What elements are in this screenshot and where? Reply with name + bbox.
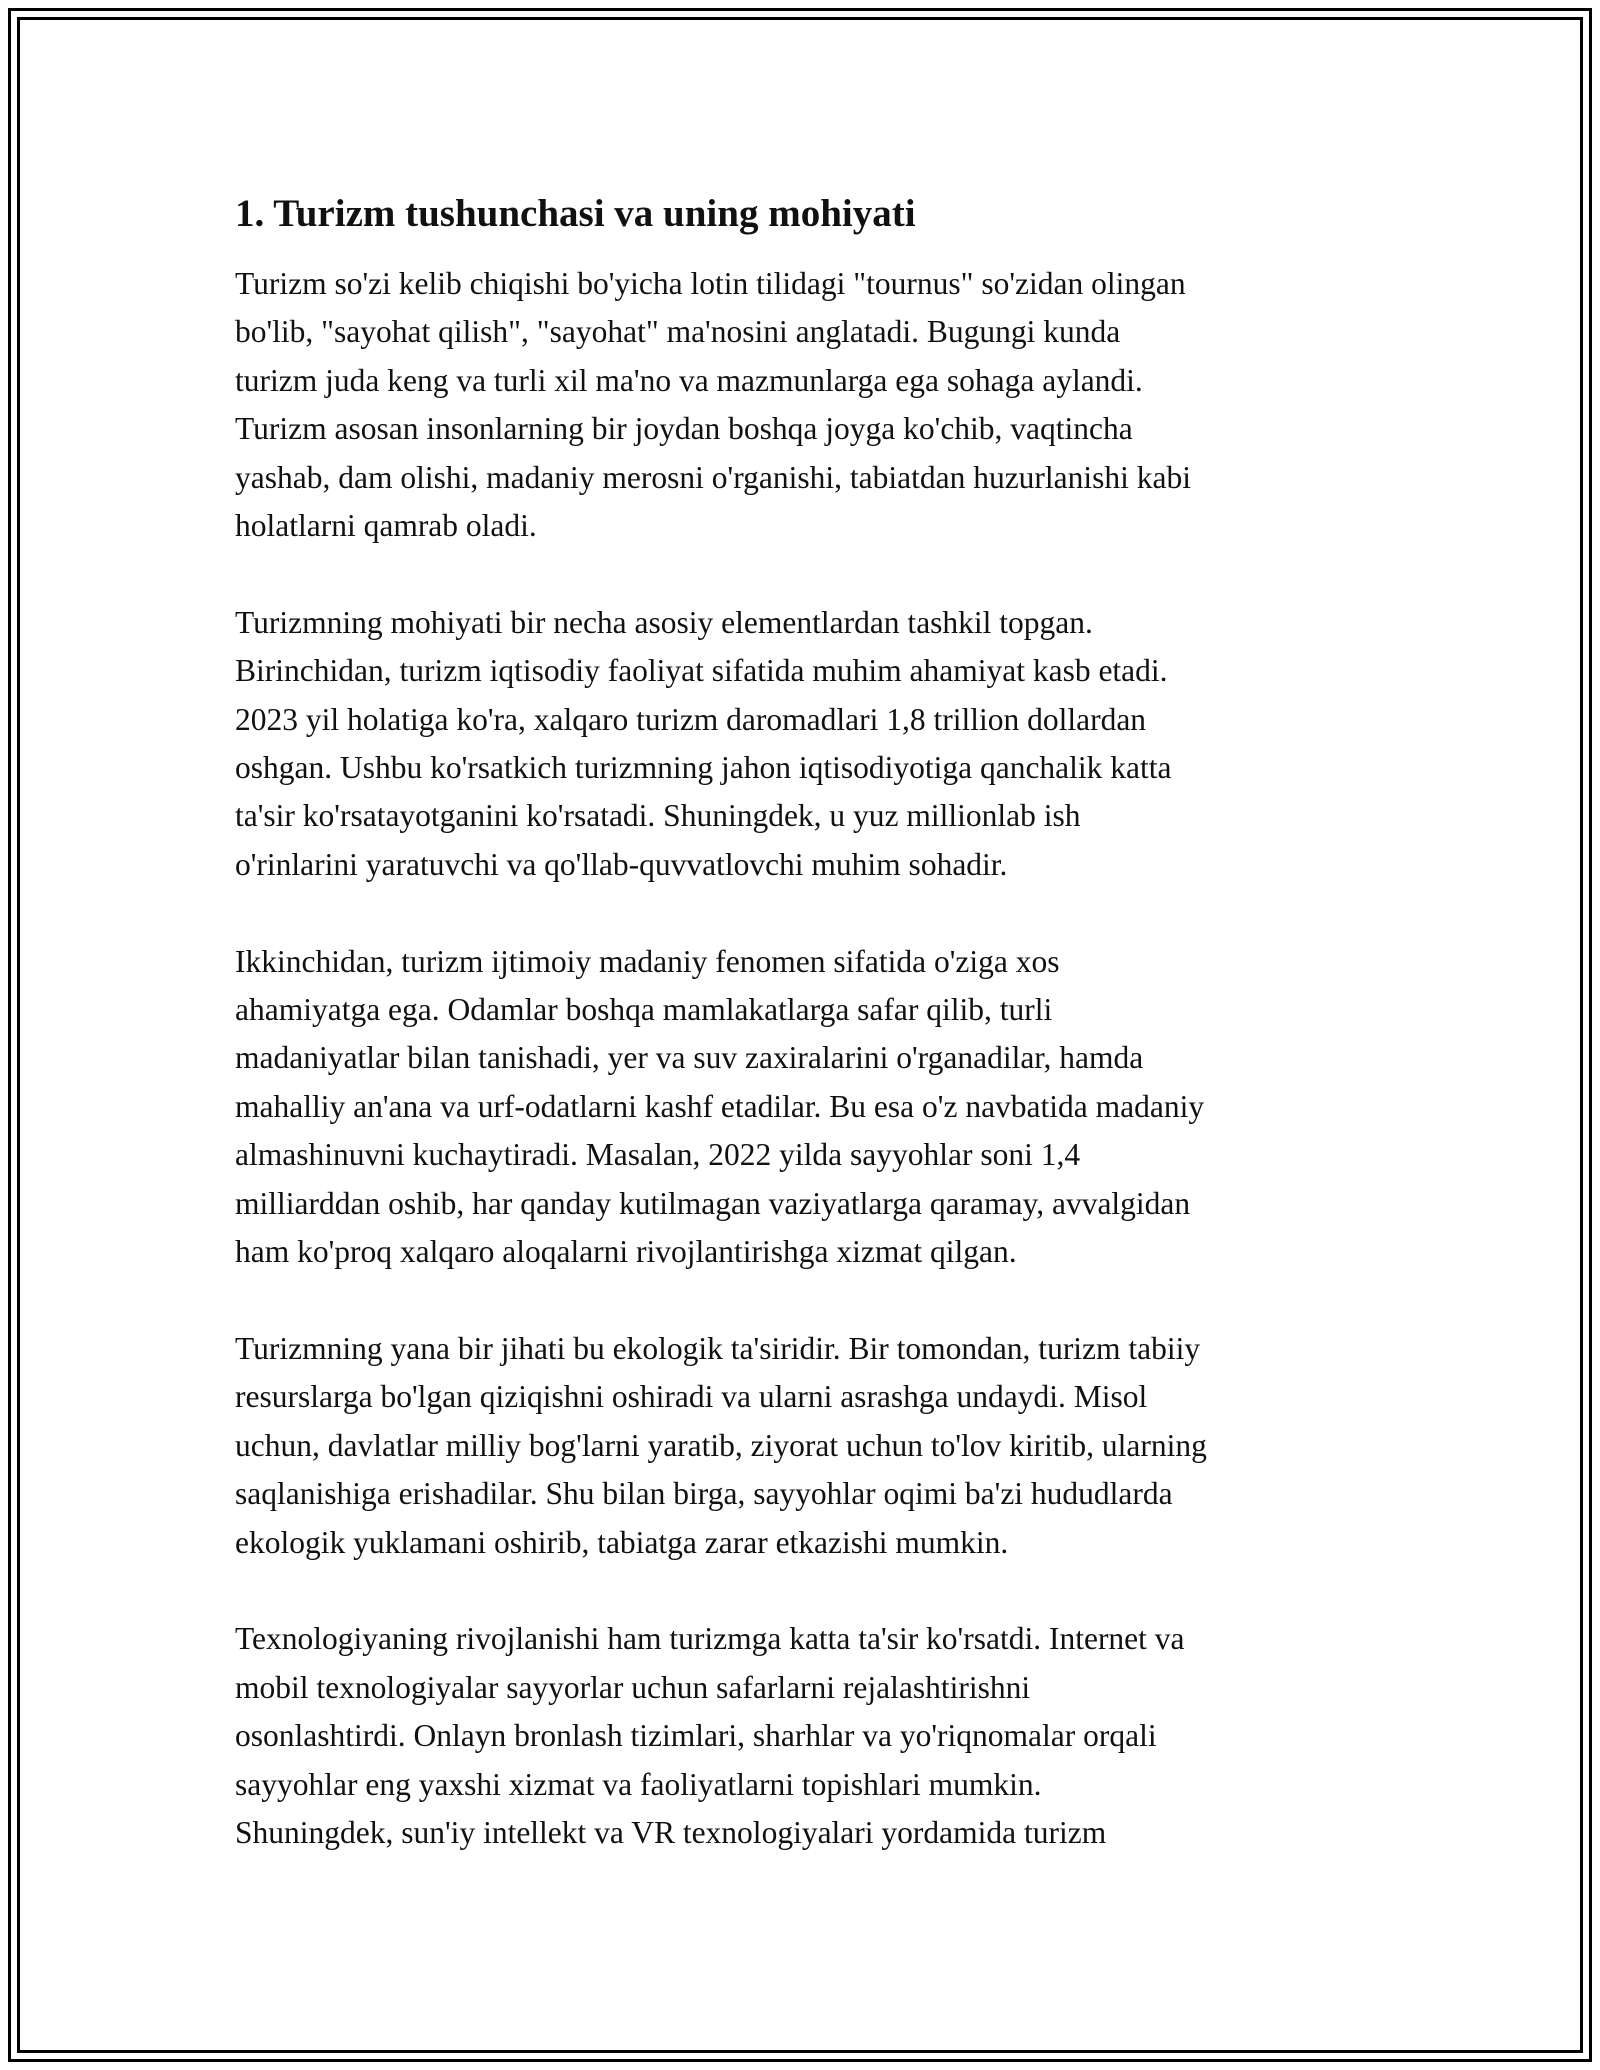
document-body bbox=[235, 186, 1395, 1906]
paragraph-5 bbox=[235, 1615, 1395, 1857]
text-line: resurslarga bo'lgan qiziqishni oshiradi va ularni asrashga undaydi. Misol bbox=[235, 1379, 1148, 1415]
text-line: saqlanishiga erishadilar. Shu bilan birga, sayyohlar oqimi ba'zi hududlarda bbox=[235, 1476, 1173, 1512]
text-line: sayyohlar eng yaxshi xizmat va faoliyatlarni topishlari mumkin. bbox=[235, 1766, 1042, 1802]
text-line: Turizmning yana bir jihati bu ekologik ta'siridir. Bir tomondan, turizm tabiiy bbox=[235, 1330, 1201, 1366]
text-line: holatlarni qamrab oladi. bbox=[235, 508, 537, 544]
text-line: osonlashtirdi. Onlayn bronlash tizimlari, sharhlar va yo'riqnomalar orqali bbox=[235, 1718, 1157, 1754]
text-line: o'rinlarini yaratuvchi va qo'llab-quvvatlovchi muhim sohadir. bbox=[235, 846, 1008, 882]
text-line: mahalliy an'ana va urf-odatlarni kashf etadilar. Bu esa o'z navbatida madaniy bbox=[235, 1088, 1205, 1124]
text-line: ham ko'proq xalqaro aloqalarni rivojlantirishga xizmat qilgan. bbox=[235, 1234, 1017, 1270]
text-line: mobil texnologiyalar sayyorlar uchun safarlarni rejalashtirishni bbox=[235, 1669, 1031, 1705]
paragraph-4 bbox=[235, 1325, 1395, 1567]
text-line: Turizm asosan insonlarning bir joydan boshqa joyga ko'chib, vaqtincha bbox=[235, 411, 1133, 447]
text-line: milliarddan oshib, har qanday kutilmagan vaziyatlarga qaramay, avvalgidan bbox=[235, 1185, 1191, 1221]
text-line: madaniyatlar bilan tanishadi, yer va suv zaxiralarini o'rganadilar, hamda bbox=[235, 1040, 1144, 1076]
text-line: ekologik yuklamani oshirib, tabiatga zarar etkazishi mumkin. bbox=[235, 1524, 1009, 1560]
text-line: ahamiyatga ega. Odamlar boshqa mamlakatlarga safar qilib, turli bbox=[235, 992, 1053, 1028]
section-heading: 1. Turizm tushunchasi va uning mohiyati bbox=[235, 192, 916, 235]
text-line: yashab, dam olishi, madaniy merosni o'rganishi, tabiatdan huzurlanishi kabi bbox=[235, 459, 1192, 495]
text-line: Birinchidan, turizm iqtisodiy faoliyat sifatida muhim ahamiyat kasb etadi. bbox=[235, 653, 1168, 689]
text-line: Texnologiyaning rivojlanishi ham turizmga katta ta'sir ko'rsatdi. Internet va bbox=[235, 1621, 1185, 1657]
paragraph-2 bbox=[235, 599, 1395, 889]
text-line: Turizmning mohiyati bir necha asosiy elementlardan tashkil topgan. bbox=[235, 604, 1093, 640]
paragraph-1 bbox=[235, 260, 1395, 550]
text-line: almashinuvni kuchaytiradi. Masalan, 2022 yilda sayyohlar soni 1,4 bbox=[235, 1137, 1081, 1173]
text-line: Turizm so'zi kelib chiqishi bo'yicha lotin tilidagi "tournus" so'zidan olingan bbox=[235, 266, 1186, 301]
text-line: bo'lib, "sayohat qilish", "sayohat" ma'nosini anglatadi. Bugungi kunda bbox=[235, 314, 1121, 350]
text-line: Ikkinchidan, turizm ijtimoiy madaniy fenomen sifatida o'ziga xos bbox=[235, 943, 1060, 979]
text-line: turizm juda keng va turli xil ma'no va mazmunlarga ega sohaga aylandi. bbox=[235, 362, 1143, 398]
text-line: uchun, davlatlar milliy bog'larni yaratib, ziyorat uchun to'lov kiritib, ularning bbox=[235, 1427, 1207, 1463]
text-line: 2023 yil holatiga ko'ra, xalqaro turizm daromadlari 1,8 trillion dollardan bbox=[235, 701, 1147, 737]
text-line: Shuningdek, sun'iy intellekt va VR texnologiyalari yordamida turizm bbox=[235, 1814, 1107, 1850]
text-line: ta'sir ko'rsatayotganini ko'rsatadi. Shuningdek, u yuz millionlab ish bbox=[235, 798, 1081, 834]
text-line: oshgan. Ushbu ko'rsatkich turizmning jahon iqtisodiyotiga qanchalik katta bbox=[235, 750, 1172, 786]
paragraph-3 bbox=[235, 938, 1395, 1277]
